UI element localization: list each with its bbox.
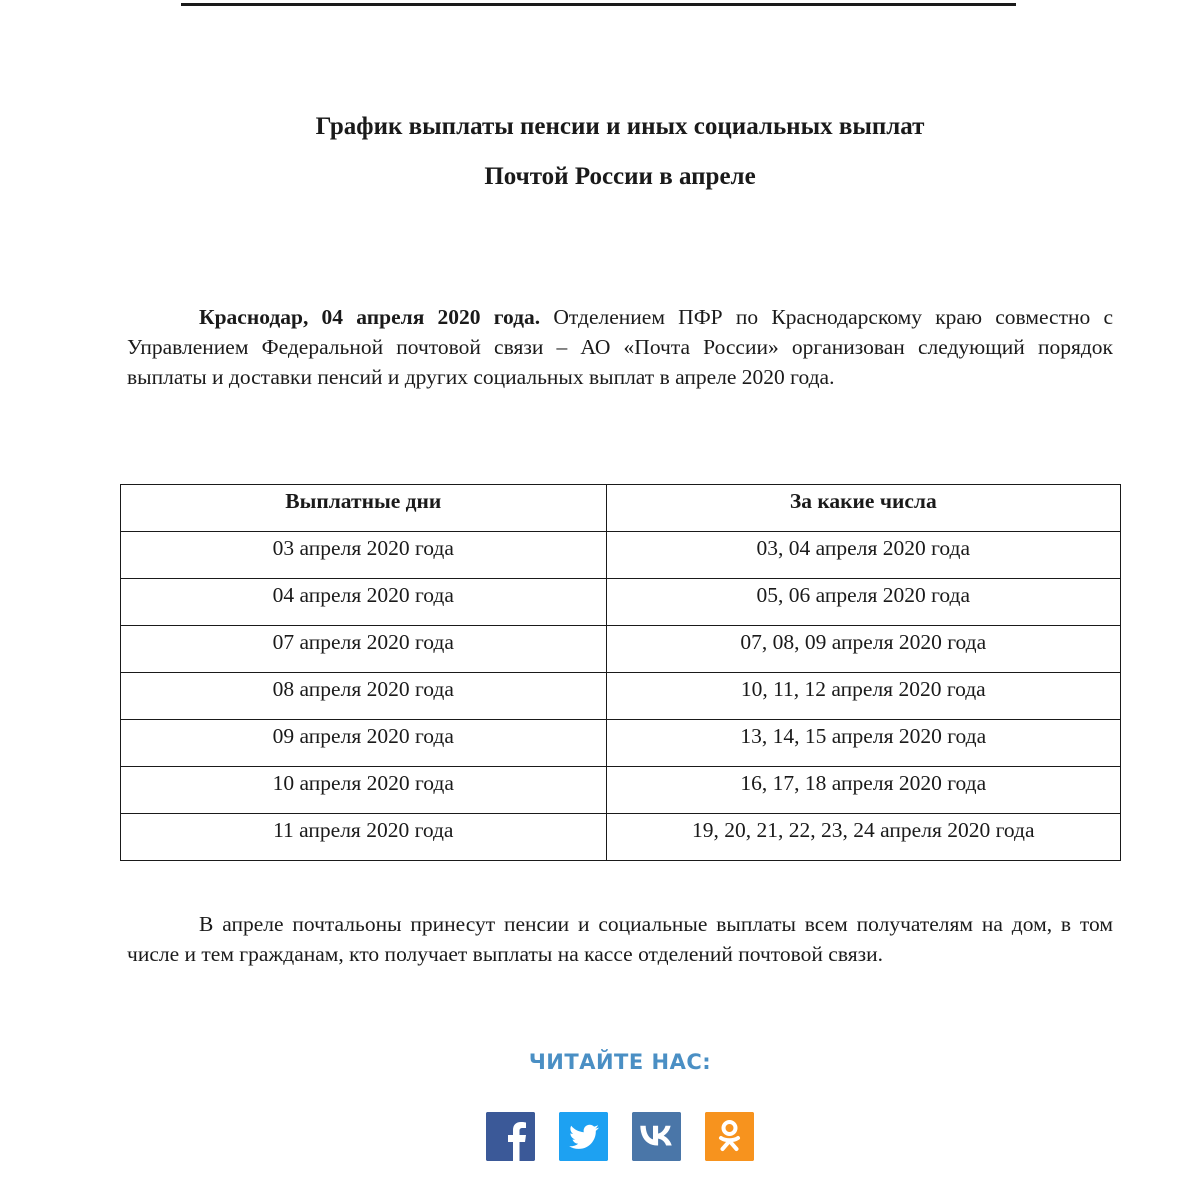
table-row xyxy=(121,673,1121,720)
table-row xyxy=(121,720,1121,767)
for-dates-cell: 16, 17, 18 апреля 2020 года xyxy=(606,767,1120,814)
for-dates-cell: 19, 20, 21, 22, 23, 24 апреля 2020 года xyxy=(606,814,1120,861)
top-divider xyxy=(181,3,1016,6)
facebook-button[interactable] xyxy=(486,1112,535,1161)
intro-lead: Краснодар, 04 апреля 2020 года. xyxy=(199,305,541,329)
payment-day-cell: 03 апреля 2020 года xyxy=(121,532,607,579)
payment-day-cell: 07 апреля 2020 года xyxy=(121,626,607,673)
table-row xyxy=(121,626,1121,673)
odnoklassniki-icon xyxy=(705,1112,754,1161)
odnoklassniki-button[interactable] xyxy=(705,1112,754,1161)
table-row xyxy=(121,532,1121,579)
payment-day-cell: 11 апреля 2020 года xyxy=(121,814,607,861)
for-dates-cell: 03, 04 апреля 2020 года xyxy=(606,532,1120,579)
for-dates-cell: 07, 08, 09 апреля 2020 года xyxy=(606,626,1120,673)
for-dates-cell: 05, 06 апреля 2020 года xyxy=(606,579,1120,626)
intro-text: Отделением ПФР по Краснодарскому краю совместно с Управлением Федеральной почтовой связи – АО «Почта России» организован следующий порядок выплаты и доставки пенсий и других социальных выплат в апреле 2020 года. xyxy=(127,305,1113,389)
payment-day-cell: 09 апреля 2020 года xyxy=(121,720,607,767)
table-row xyxy=(121,767,1121,814)
twitter-icon xyxy=(559,1112,608,1161)
table-row xyxy=(121,579,1121,626)
intro-paragraph xyxy=(127,302,1113,392)
header-payment-days: Выплатные дни xyxy=(121,485,607,532)
page-title: График выплаты пенсии и иных социальных выплат xyxy=(315,113,925,140)
header-for-dates: За какие числа xyxy=(606,485,1120,532)
table-row xyxy=(121,814,1121,861)
payment-day-cell: 10 апреля 2020 года xyxy=(121,767,607,814)
payment-day-cell: 04 апреля 2020 года xyxy=(121,579,607,626)
vk-icon xyxy=(632,1112,681,1161)
vk-button[interactable] xyxy=(632,1112,681,1161)
page-subtitle: Почтой России в апреле xyxy=(484,163,756,190)
payment-day-cell: 08 апреля 2020 года xyxy=(121,673,607,720)
payment-schedule-table xyxy=(120,484,1121,861)
for-dates-cell: 13, 14, 15 апреля 2020 года xyxy=(606,720,1120,767)
for-dates-cell: 10, 11, 12 апреля 2020 года xyxy=(606,673,1120,720)
closing-paragraph: В апреле почтальоны принесут пенсии и социальные выплаты всем получателям на дом, в том числе и тем гражданам, кто получает выплаты на кассе отделений почтовой связи. xyxy=(127,912,1113,966)
facebook-icon xyxy=(486,1112,535,1161)
social-heading: ЧИТАЙТЕ НАС: xyxy=(528,1050,712,1074)
table-header-row xyxy=(121,485,1121,532)
social-share-bar xyxy=(486,1112,754,1162)
twitter-button[interactable] xyxy=(559,1112,608,1161)
